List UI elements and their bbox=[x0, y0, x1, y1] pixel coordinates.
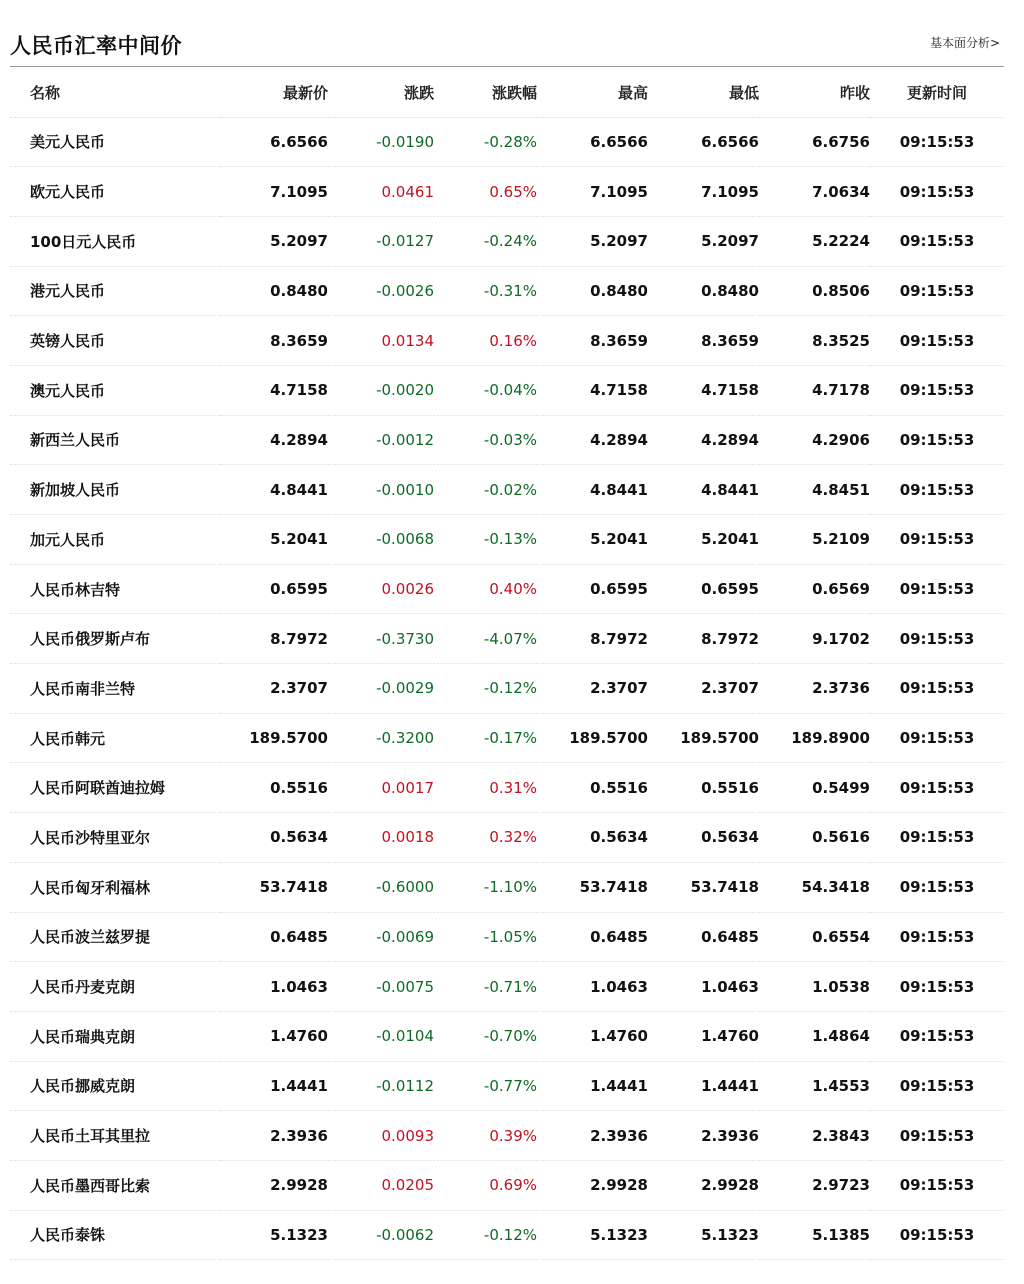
row-prev-close: 6.6756 bbox=[759, 117, 870, 167]
row-change: -0.0104 bbox=[328, 1011, 434, 1061]
row-low: 4.2894 bbox=[648, 415, 759, 465]
row-low: 5.1323 bbox=[648, 1210, 759, 1260]
row-change-percent: 0.69% bbox=[434, 1160, 537, 1210]
row-low: 1.4760 bbox=[648, 1011, 759, 1061]
row-change-percent: -1.05% bbox=[434, 912, 537, 962]
row-name[interactable]: 美元人民币 bbox=[10, 117, 220, 167]
row-change: -0.0190 bbox=[328, 117, 434, 167]
row-change: -0.6000 bbox=[328, 862, 434, 912]
row-change-percent: -1.10% bbox=[434, 862, 537, 912]
row-high: 189.5700 bbox=[537, 713, 648, 763]
table-row[interactable] bbox=[10, 614, 1004, 664]
row-prev-close: 0.5499 bbox=[759, 763, 870, 813]
row-prev-close: 0.8506 bbox=[759, 266, 870, 316]
row-latest-price: 8.3659 bbox=[220, 316, 328, 366]
row-name[interactable]: 人民币林吉特 bbox=[10, 564, 220, 614]
row-name[interactable]: 人民币泰铢 bbox=[10, 1210, 220, 1260]
row-low: 5.2041 bbox=[648, 515, 759, 565]
row-update-time: 09:15:53 bbox=[870, 415, 1004, 465]
row-change: 0.0205 bbox=[328, 1160, 434, 1210]
row-high: 4.8441 bbox=[537, 465, 648, 515]
row-change: 0.0017 bbox=[328, 763, 434, 813]
row-high: 1.4760 bbox=[537, 1011, 648, 1061]
row-name[interactable]: 加元人民币 bbox=[10, 515, 220, 565]
row-update-time: 09:15:53 bbox=[870, 1011, 1004, 1061]
column-header-high[interactable]: 最高 bbox=[537, 69, 648, 117]
row-prev-close: 1.4864 bbox=[759, 1011, 870, 1061]
row-update-time: 09:15:53 bbox=[870, 564, 1004, 614]
row-name[interactable]: 人民币韩元 bbox=[10, 713, 220, 763]
row-latest-price: 4.7158 bbox=[220, 365, 328, 415]
row-low: 0.6595 bbox=[648, 564, 759, 614]
row-latest-price: 0.6595 bbox=[220, 564, 328, 614]
column-header-low[interactable]: 最低 bbox=[648, 69, 759, 117]
table-header-row bbox=[10, 69, 1004, 117]
row-change-percent: -0.13% bbox=[434, 515, 537, 565]
row-update-time: 09:15:53 bbox=[870, 813, 1004, 863]
row-latest-price: 2.9928 bbox=[220, 1160, 328, 1210]
table-row[interactable] bbox=[10, 266, 1004, 316]
row-change-percent: 0.16% bbox=[434, 316, 537, 366]
row-change-percent: -0.12% bbox=[434, 1210, 537, 1260]
table-row[interactable] bbox=[10, 216, 1004, 266]
row-change-percent: -0.03% bbox=[434, 415, 537, 465]
row-low: 0.5634 bbox=[648, 813, 759, 863]
row-update-time: 09:15:53 bbox=[870, 465, 1004, 515]
row-prev-close: 5.2109 bbox=[759, 515, 870, 565]
row-low: 0.6485 bbox=[648, 912, 759, 962]
row-change: 0.0018 bbox=[328, 813, 434, 863]
table-row[interactable] bbox=[10, 1061, 1004, 1111]
row-latest-price: 4.2894 bbox=[220, 415, 328, 465]
row-change: -0.0127 bbox=[328, 216, 434, 266]
row-update-time: 09:15:53 bbox=[870, 763, 1004, 813]
row-latest-price: 8.7972 bbox=[220, 614, 328, 664]
row-prev-close: 4.8451 bbox=[759, 465, 870, 515]
row-high: 1.4441 bbox=[537, 1061, 648, 1111]
row-latest-price: 0.8480 bbox=[220, 266, 328, 316]
row-change: -0.0029 bbox=[328, 664, 434, 714]
row-name[interactable]: 欧元人民币 bbox=[10, 167, 220, 217]
row-change-percent: -0.71% bbox=[434, 962, 537, 1012]
row-update-time: 09:15:53 bbox=[870, 713, 1004, 763]
row-prev-close: 4.2906 bbox=[759, 415, 870, 465]
table-row[interactable] bbox=[10, 664, 1004, 714]
row-prev-close: 2.3736 bbox=[759, 664, 870, 714]
table-row[interactable] bbox=[10, 1210, 1004, 1260]
row-update-time: 09:15:53 bbox=[870, 117, 1004, 167]
row-low: 0.5516 bbox=[648, 763, 759, 813]
row-high: 8.3659 bbox=[537, 316, 648, 366]
row-change: -0.0020 bbox=[328, 365, 434, 415]
table-row[interactable] bbox=[10, 763, 1004, 813]
row-name[interactable]: 新西兰人民币 bbox=[10, 415, 220, 465]
row-change-percent: -0.02% bbox=[434, 465, 537, 515]
row-name[interactable]: 人民币阿联酋迪拉姆 bbox=[10, 763, 220, 813]
row-update-time: 09:15:53 bbox=[870, 1061, 1004, 1111]
row-name[interactable]: 澳元人民币 bbox=[10, 365, 220, 415]
row-change-percent: 0.40% bbox=[434, 564, 537, 614]
row-update-time: 09:15:53 bbox=[870, 862, 1004, 912]
row-update-time: 09:15:53 bbox=[870, 365, 1004, 415]
exchange-rate-table bbox=[10, 69, 1004, 1260]
row-latest-price: 5.2097 bbox=[220, 216, 328, 266]
row-change-percent: -0.12% bbox=[434, 664, 537, 714]
row-latest-price: 1.4441 bbox=[220, 1061, 328, 1111]
row-name[interactable]: 人民币土耳其里拉 bbox=[10, 1111, 220, 1161]
row-change-percent: -0.17% bbox=[434, 713, 537, 763]
table-row[interactable] bbox=[10, 962, 1004, 1012]
table-row[interactable] bbox=[10, 713, 1004, 763]
table-row[interactable] bbox=[10, 1160, 1004, 1210]
row-change: -0.0012 bbox=[328, 415, 434, 465]
row-name[interactable]: 人民币墨西哥比索 bbox=[10, 1160, 220, 1210]
row-name[interactable]: 人民币瑞典克朗 bbox=[10, 1011, 220, 1061]
row-update-time: 09:15:53 bbox=[870, 216, 1004, 266]
row-latest-price: 5.1323 bbox=[220, 1210, 328, 1260]
row-low: 2.3707 bbox=[648, 664, 759, 714]
row-high: 5.1323 bbox=[537, 1210, 648, 1260]
row-change: 0.0134 bbox=[328, 316, 434, 366]
row-latest-price: 6.6566 bbox=[220, 117, 328, 167]
row-prev-close: 4.7178 bbox=[759, 365, 870, 415]
row-name[interactable]: 人民币俄罗斯卢布 bbox=[10, 614, 220, 664]
row-name[interactable]: 人民币挪威克朗 bbox=[10, 1061, 220, 1111]
row-latest-price: 53.7418 bbox=[220, 862, 328, 912]
page-title: 人民币汇率中间价 bbox=[10, 34, 182, 58]
row-latest-price: 0.5634 bbox=[220, 813, 328, 863]
row-latest-price: 2.3707 bbox=[220, 664, 328, 714]
row-latest-price: 0.5516 bbox=[220, 763, 328, 813]
row-change: -0.0026 bbox=[328, 266, 434, 316]
row-update-time: 09:15:53 bbox=[870, 316, 1004, 366]
row-high: 4.2894 bbox=[537, 415, 648, 465]
row-low: 1.4441 bbox=[648, 1061, 759, 1111]
row-update-time: 09:15:53 bbox=[870, 1111, 1004, 1161]
row-prev-close: 1.4553 bbox=[759, 1061, 870, 1111]
row-low: 8.3659 bbox=[648, 316, 759, 366]
row-high: 53.7418 bbox=[537, 862, 648, 912]
table-row[interactable] bbox=[10, 862, 1004, 912]
row-high: 2.3707 bbox=[537, 664, 648, 714]
row-name[interactable]: 英镑人民币 bbox=[10, 316, 220, 366]
row-prev-close: 0.6569 bbox=[759, 564, 870, 614]
row-change-percent: -0.31% bbox=[434, 266, 537, 316]
row-change-percent: -0.70% bbox=[434, 1011, 537, 1061]
row-prev-close: 8.3525 bbox=[759, 316, 870, 366]
column-header-prev-close[interactable]: 昨收 bbox=[759, 69, 870, 117]
table-row[interactable] bbox=[10, 365, 1004, 415]
table-row[interactable] bbox=[10, 415, 1004, 465]
row-change-percent: -4.07% bbox=[434, 614, 537, 664]
row-latest-price: 1.0463 bbox=[220, 962, 328, 1012]
row-prev-close: 189.8900 bbox=[759, 713, 870, 763]
row-update-time: 09:15:53 bbox=[870, 515, 1004, 565]
page-header bbox=[10, 28, 1004, 67]
row-high: 5.2097 bbox=[537, 216, 648, 266]
table-row[interactable] bbox=[10, 813, 1004, 863]
table-row[interactable] bbox=[10, 117, 1004, 167]
row-high: 0.5634 bbox=[537, 813, 648, 863]
row-name[interactable]: 人民币丹麦克朗 bbox=[10, 962, 220, 1012]
row-change: 0.0461 bbox=[328, 167, 434, 217]
row-high: 6.6566 bbox=[537, 117, 648, 167]
row-name[interactable]: 人民币波兰兹罗提 bbox=[10, 912, 220, 962]
column-header-change[interactable]: 涨跌 bbox=[328, 69, 434, 117]
row-high: 5.2041 bbox=[537, 515, 648, 565]
table-row[interactable] bbox=[10, 316, 1004, 366]
row-change: -0.0112 bbox=[328, 1061, 434, 1111]
row-change: 0.0026 bbox=[328, 564, 434, 614]
row-high: 0.8480 bbox=[537, 266, 648, 316]
row-name[interactable]: 人民币匈牙利福林 bbox=[10, 862, 220, 912]
table-row[interactable] bbox=[10, 1111, 1004, 1161]
row-change: -0.3200 bbox=[328, 713, 434, 763]
row-prev-close: 9.1702 bbox=[759, 614, 870, 664]
row-low: 8.7972 bbox=[648, 614, 759, 664]
fundamental-analysis-link[interactable]: 基本面分析> bbox=[929, 36, 1000, 50]
row-low: 2.3936 bbox=[648, 1111, 759, 1161]
row-update-time: 09:15:53 bbox=[870, 962, 1004, 1012]
row-low: 0.8480 bbox=[648, 266, 759, 316]
row-high: 4.7158 bbox=[537, 365, 648, 415]
row-prev-close: 5.2224 bbox=[759, 216, 870, 266]
row-prev-close: 54.3418 bbox=[759, 862, 870, 912]
table-row[interactable] bbox=[10, 167, 1004, 217]
row-update-time: 09:15:53 bbox=[870, 614, 1004, 664]
row-low: 5.2097 bbox=[648, 216, 759, 266]
row-update-time: 09:15:53 bbox=[870, 1210, 1004, 1260]
row-high: 2.9928 bbox=[537, 1160, 648, 1210]
row-prev-close: 0.5616 bbox=[759, 813, 870, 863]
row-latest-price: 189.5700 bbox=[220, 713, 328, 763]
row-prev-close: 1.0538 bbox=[759, 962, 870, 1012]
row-prev-close: 5.1385 bbox=[759, 1210, 870, 1260]
row-change-percent: -0.24% bbox=[434, 216, 537, 266]
table-row[interactable] bbox=[10, 912, 1004, 962]
table-row[interactable] bbox=[10, 1011, 1004, 1061]
row-change-percent: -0.77% bbox=[434, 1061, 537, 1111]
row-change: -0.0068 bbox=[328, 515, 434, 565]
row-latest-price: 2.3936 bbox=[220, 1111, 328, 1161]
table-row[interactable] bbox=[10, 465, 1004, 515]
row-name[interactable]: 港元人民币 bbox=[10, 266, 220, 316]
row-prev-close: 2.3843 bbox=[759, 1111, 870, 1161]
row-low: 4.7158 bbox=[648, 365, 759, 415]
row-update-time: 09:15:53 bbox=[870, 167, 1004, 217]
row-high: 8.7972 bbox=[537, 614, 648, 664]
row-change-percent: 0.32% bbox=[434, 813, 537, 863]
row-prev-close: 0.6554 bbox=[759, 912, 870, 962]
row-high: 1.0463 bbox=[537, 962, 648, 1012]
row-name[interactable]: 100日元人民币 bbox=[10, 216, 220, 266]
row-update-time: 09:15:53 bbox=[870, 664, 1004, 714]
row-change-percent: -0.28% bbox=[434, 117, 537, 167]
row-latest-price: 4.8441 bbox=[220, 465, 328, 515]
row-change-percent: 0.31% bbox=[434, 763, 537, 813]
row-latest-price: 7.1095 bbox=[220, 167, 328, 217]
column-header-latest-price[interactable]: 最新价 bbox=[220, 69, 328, 117]
row-low: 4.8441 bbox=[648, 465, 759, 515]
row-change: -0.0010 bbox=[328, 465, 434, 515]
row-change-percent: 0.39% bbox=[434, 1111, 537, 1161]
row-change-percent: -0.04% bbox=[434, 365, 537, 415]
row-latest-price: 0.6485 bbox=[220, 912, 328, 962]
column-header-change-percent[interactable]: 涨跌幅 bbox=[434, 69, 537, 117]
row-change: -0.3730 bbox=[328, 614, 434, 664]
row-name[interactable]: 人民币沙特里亚尔 bbox=[10, 813, 220, 863]
row-change: -0.0062 bbox=[328, 1210, 434, 1260]
table-body bbox=[10, 117, 1004, 1260]
row-prev-close: 7.0634 bbox=[759, 167, 870, 217]
row-change: -0.0069 bbox=[328, 912, 434, 962]
row-name[interactable]: 新加坡人民币 bbox=[10, 465, 220, 515]
row-low: 189.5700 bbox=[648, 713, 759, 763]
row-low: 2.9928 bbox=[648, 1160, 759, 1210]
row-change: -0.0075 bbox=[328, 962, 434, 1012]
row-update-time: 09:15:53 bbox=[870, 266, 1004, 316]
row-update-time: 09:15:53 bbox=[870, 912, 1004, 962]
row-latest-price: 1.4760 bbox=[220, 1011, 328, 1061]
row-prev-close: 2.9723 bbox=[759, 1160, 870, 1210]
row-high: 0.6485 bbox=[537, 912, 648, 962]
row-latest-price: 5.2041 bbox=[220, 515, 328, 565]
row-high: 0.5516 bbox=[537, 763, 648, 813]
row-change-percent: 0.65% bbox=[434, 167, 537, 217]
row-low: 6.6566 bbox=[648, 117, 759, 167]
row-high: 2.3936 bbox=[537, 1111, 648, 1161]
column-header-update-time[interactable]: 更新时间 bbox=[870, 69, 1004, 117]
row-high: 7.1095 bbox=[537, 167, 648, 217]
row-low: 53.7418 bbox=[648, 862, 759, 912]
row-update-time: 09:15:53 bbox=[870, 1160, 1004, 1210]
row-low: 7.1095 bbox=[648, 167, 759, 217]
row-change: 0.0093 bbox=[328, 1111, 434, 1161]
table-row[interactable] bbox=[10, 564, 1004, 614]
column-header-name[interactable]: 名称 bbox=[10, 69, 220, 117]
row-high: 0.6595 bbox=[537, 564, 648, 614]
row-low: 1.0463 bbox=[648, 962, 759, 1012]
table-row[interactable] bbox=[10, 515, 1004, 565]
row-name[interactable]: 人民币南非兰特 bbox=[10, 664, 220, 714]
